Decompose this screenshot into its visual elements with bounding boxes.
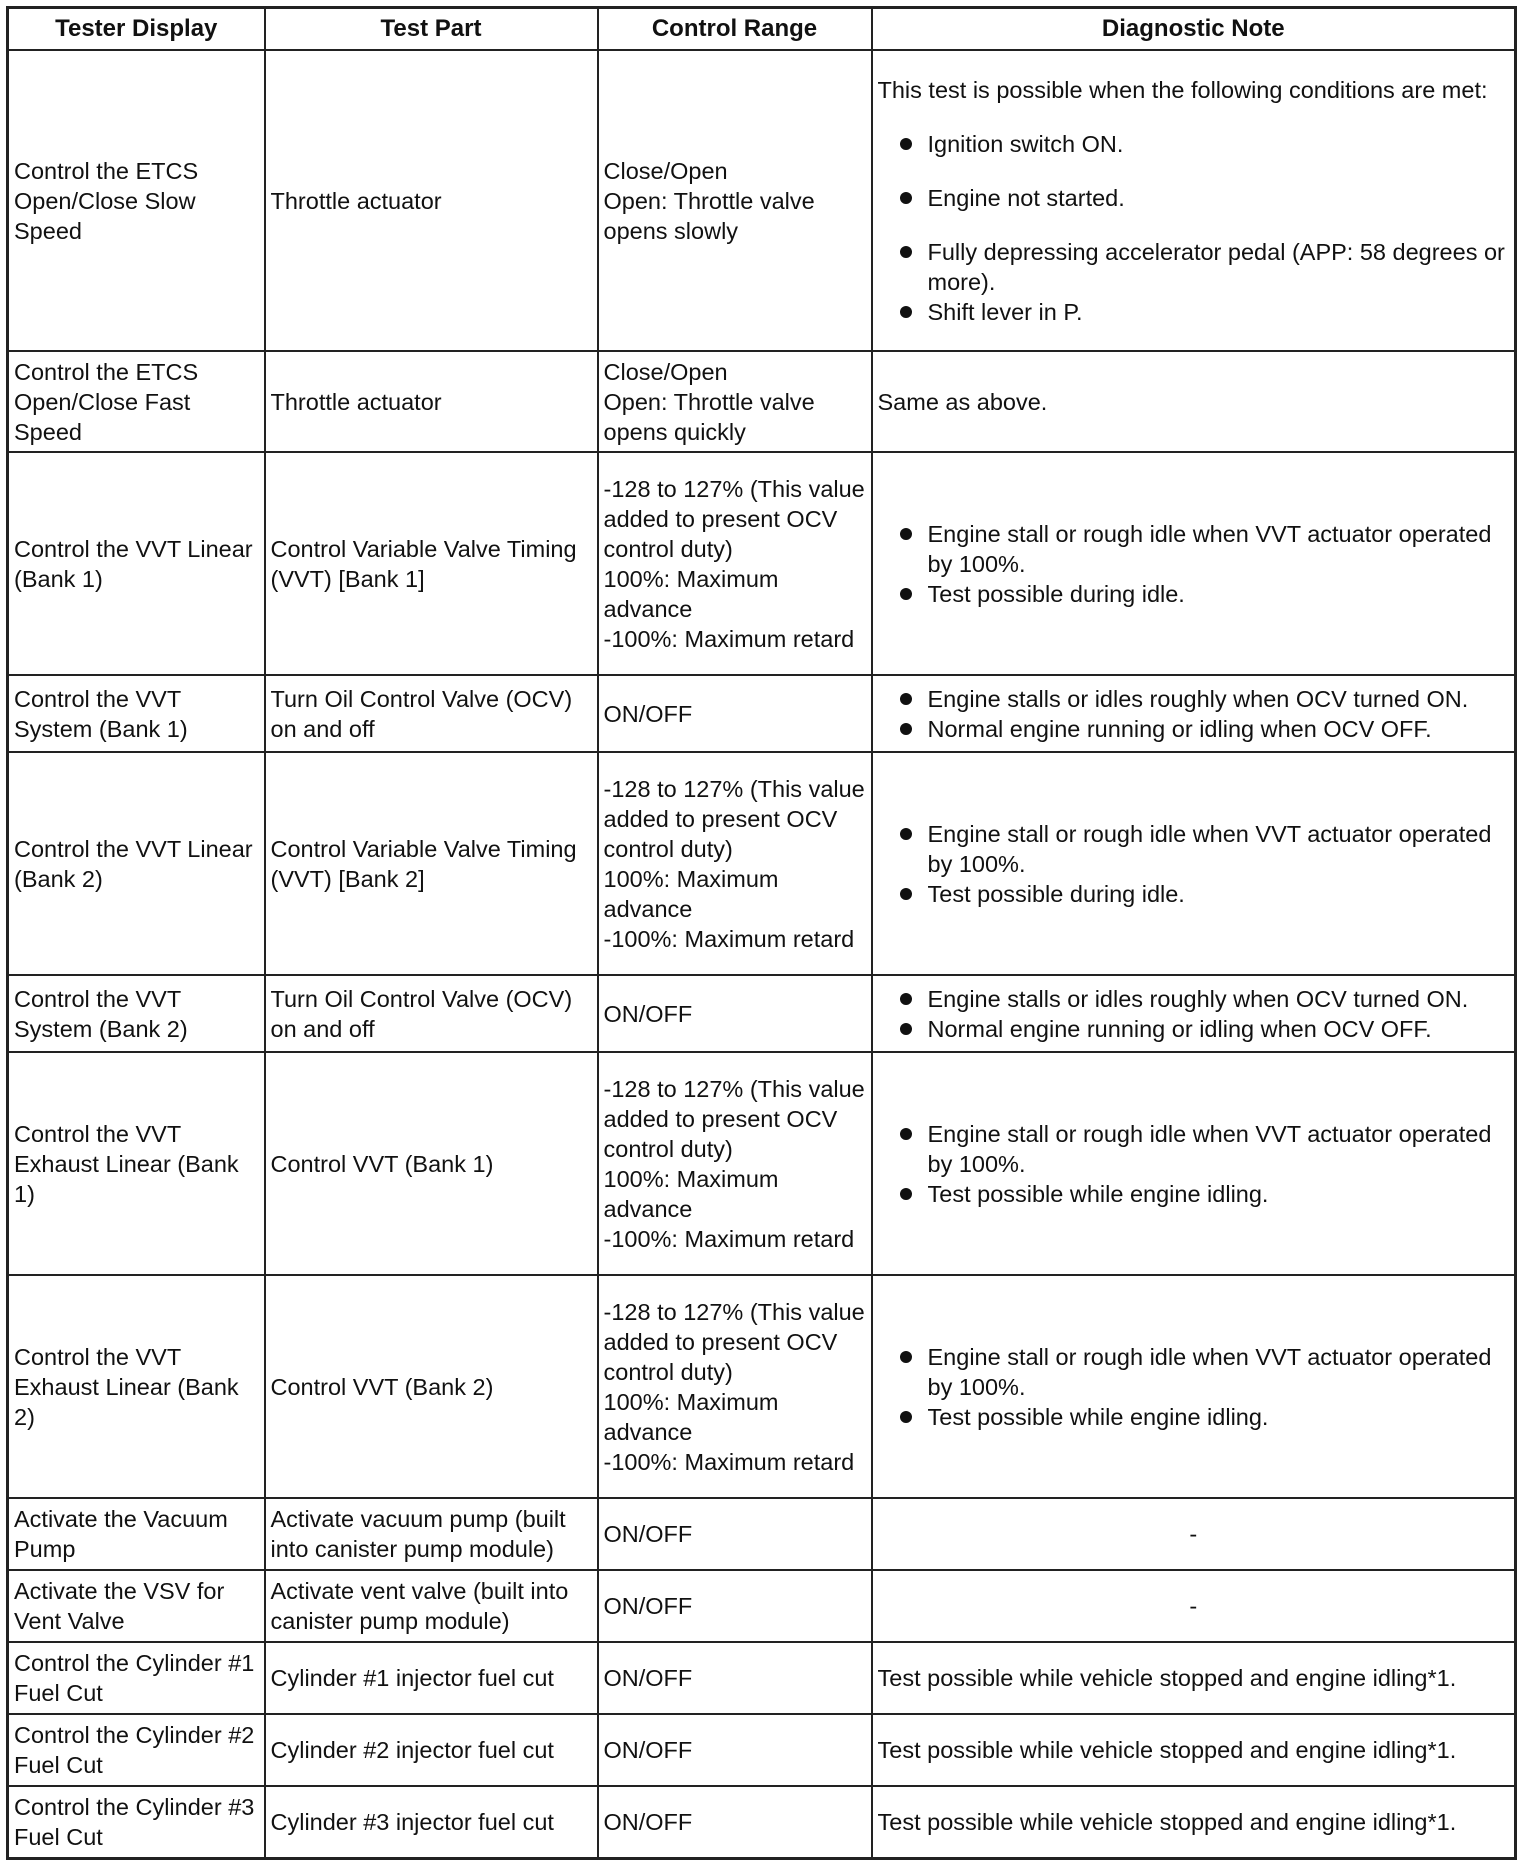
note-text: Engine stall or rough idle when VVT actuator operated by 100%.	[927, 520, 1492, 577]
control-range-line: 100%: Maximum advance	[603, 1388, 779, 1445]
diagnostic-note-cell	[872, 675, 1516, 752]
diagnostic-note-cell: -	[872, 1570, 1516, 1642]
diagnostic-note-cell: Test possible while vehicle stopped and engine idling*1.	[872, 1714, 1516, 1786]
bullet-icon	[900, 828, 912, 840]
note-intro: This test is possible when the following conditions are met:	[877, 76, 1488, 103]
note-item	[878, 714, 1510, 744]
bullet-icon	[900, 993, 912, 1005]
table-row	[8, 50, 1516, 351]
tester-display-cell: Control the Cylinder #2 Fuel Cut	[8, 1714, 265, 1786]
control-range-line: ON/OFF	[603, 1808, 693, 1835]
note-item	[878, 879, 1510, 909]
test-part-cell: Activate vacuum pump (built into canister pump module)	[265, 1498, 598, 1570]
control-range-line: ON/OFF	[603, 1593, 693, 1619]
note-text: Fully depressing accelerator pedal (APP: 58 degrees or more).	[927, 238, 1505, 295]
diagnostic-note-cell: Same as above.	[872, 351, 1516, 452]
bullet-icon	[900, 1188, 912, 1200]
tester-display-cell: Control the Cylinder #3 Fuel Cut	[8, 1786, 265, 1858]
note-item	[878, 1014, 1510, 1044]
note-text: Test possible during idle.	[927, 880, 1185, 907]
note-item	[878, 1119, 1510, 1179]
note-list	[878, 129, 1510, 327]
bullet-icon	[900, 1128, 912, 1140]
header-test-part: Test Part	[265, 8, 598, 51]
header-diagnostic-note: Diagnostic Note	[872, 8, 1516, 51]
note-text: Test possible while engine idling.	[927, 1403, 1269, 1430]
test-part-cell: Cylinder #2 injector fuel cut	[265, 1714, 598, 1786]
control-range-cell	[598, 50, 872, 351]
control-range-line: ON/OFF	[603, 1665, 693, 1691]
table-row	[8, 1714, 1516, 1786]
control-range-cell	[598, 1570, 872, 1642]
note-text: Ignition switch ON.	[927, 130, 1124, 157]
control-range-cell	[598, 1275, 872, 1498]
note-item	[878, 579, 1510, 609]
control-range-cell	[598, 1498, 872, 1570]
note-item	[878, 129, 1510, 159]
test-part-cell: Cylinder #1 injector fuel cut	[265, 1642, 598, 1714]
control-range-cell	[598, 1052, 872, 1275]
table-row	[8, 1786, 1516, 1858]
note-list	[878, 984, 1510, 1044]
bullet-icon	[900, 192, 912, 204]
control-range-line: -100%: Maximum retard	[603, 1448, 855, 1475]
header-control-range: Control Range	[598, 8, 872, 51]
note-text: Engine not started.	[927, 184, 1125, 211]
control-range-cell	[598, 1642, 872, 1714]
control-range-line: -128 to 127% (This value added to present OCV control duty)	[603, 475, 865, 562]
header-row	[8, 8, 1516, 51]
note-item	[878, 1402, 1510, 1432]
note-text: Engine stalls or idles roughly when OCV turned ON.	[927, 685, 1469, 712]
note-item	[878, 684, 1510, 714]
tester-display-cell: Control the VVT Exhaust Linear (Bank 1)	[8, 1052, 265, 1275]
control-range-cell	[598, 675, 872, 752]
note-list	[878, 819, 1510, 909]
bullet-icon	[900, 888, 912, 900]
diagnostic-note-cell: Test possible while vehicle stopped and engine idling*1.	[872, 1786, 1516, 1858]
test-part-cell: Cylinder #3 injector fuel cut	[265, 1786, 598, 1858]
bullet-icon	[900, 306, 912, 318]
control-range-cell	[598, 975, 872, 1052]
note-text: Engine stall or rough idle when VVT actuator operated by 100%.	[927, 1120, 1492, 1177]
table-row	[8, 1275, 1516, 1498]
control-range-line: Open: Throttle valve opens quickly	[603, 388, 815, 445]
note-item	[878, 1342, 1510, 1402]
note-list	[878, 684, 1510, 744]
diagnostic-note-cell: -	[872, 1498, 1516, 1570]
note-text: Shift lever in P.	[927, 298, 1083, 325]
control-range-cell	[598, 1714, 872, 1786]
tester-display-cell: Activate the VSV for Vent Valve	[8, 1570, 265, 1642]
diagnostic-note-cell	[872, 975, 1516, 1052]
note-item	[878, 183, 1510, 213]
bullet-icon	[900, 138, 912, 150]
table-row	[8, 975, 1516, 1052]
active-test-table	[6, 6, 1517, 1860]
tester-display-cell: Control the ETCS Open/Close Fast Speed	[8, 351, 265, 452]
control-range-line: -128 to 127% (This value added to present OCV control duty)	[603, 775, 865, 862]
tester-display-cell: Control the VVT Linear (Bank 1)	[8, 452, 265, 675]
table-row	[8, 1642, 1516, 1714]
bullet-icon	[900, 588, 912, 600]
note-text: Normal engine running or idling when OCV OFF.	[927, 715, 1432, 742]
note-text: Test possible during idle.	[927, 580, 1185, 607]
test-part-cell: Throttle actuator	[265, 50, 598, 351]
note-list	[878, 1342, 1510, 1432]
bullet-icon	[900, 1351, 912, 1363]
table-row	[8, 675, 1516, 752]
tester-display-cell: Activate the Vacuum Pump	[8, 1498, 265, 1570]
note-text: Engine stall or rough idle when VVT actuator operated by 100%.	[927, 1343, 1492, 1400]
bullet-icon	[900, 723, 912, 735]
bullet-icon	[900, 246, 912, 258]
header-tester-display: Tester Display	[8, 8, 265, 51]
note-item	[878, 984, 1510, 1014]
note-list	[878, 519, 1510, 609]
note-text: Normal engine running or idling when OCV OFF.	[927, 1015, 1432, 1042]
note-item	[878, 819, 1510, 879]
control-range-cell	[598, 452, 872, 675]
control-range-line: ON/OFF	[603, 1521, 693, 1547]
test-part-cell: Control VVT (Bank 2)	[265, 1275, 598, 1498]
test-part-cell: Activate vent valve (built into canister pump module)	[265, 1570, 598, 1642]
control-range-line: -100%: Maximum retard	[603, 1225, 855, 1252]
diagnostic-note-cell	[872, 1052, 1516, 1275]
test-part-cell: Control Variable Valve Timing (VVT) [Bank 2]	[265, 752, 598, 975]
table-row	[8, 351, 1516, 452]
control-range-cell	[598, 1786, 872, 1858]
note-text: Engine stalls or idles roughly when OCV turned ON.	[927, 985, 1469, 1012]
tester-display-cell: Control the VVT System (Bank 2)	[8, 975, 265, 1052]
control-range-line: 100%: Maximum advance	[603, 1165, 779, 1222]
diagnostic-note-cell: Test possible while vehicle stopped and engine idling*1.	[872, 1642, 1516, 1714]
diagnostic-note-cell	[872, 1275, 1516, 1498]
control-range-line: -100%: Maximum retard	[603, 625, 855, 652]
table-row	[8, 1498, 1516, 1570]
control-range-line: Close/Open	[603, 157, 728, 184]
test-part-cell: Control VVT (Bank 1)	[265, 1052, 598, 1275]
note-item	[878, 519, 1510, 579]
control-range-cell	[598, 752, 872, 975]
test-part-cell: Throttle actuator	[265, 351, 598, 452]
control-range-line: 100%: Maximum advance	[603, 565, 779, 622]
control-range-line: Open: Throttle valve opens slowly	[603, 187, 815, 244]
test-part-cell: Turn Oil Control Valve (OCV) on and off	[265, 975, 598, 1052]
tester-display-cell: Control the VVT Linear (Bank 2)	[8, 752, 265, 975]
tester-display-cell: Control the Cylinder #1 Fuel Cut	[8, 1642, 265, 1714]
note-item	[878, 1179, 1510, 1209]
control-range-line: ON/OFF	[603, 1000, 693, 1027]
bullet-icon	[900, 693, 912, 705]
test-part-cell: Control Variable Valve Timing (VVT) [Bank 1]	[265, 452, 598, 675]
control-range-line: -100%: Maximum retard	[603, 925, 855, 952]
control-range-line: Close/Open	[603, 358, 728, 385]
control-range-line: 100%: Maximum advance	[603, 865, 779, 922]
diagnostic-note-cell	[872, 752, 1516, 975]
note-list	[878, 1119, 1510, 1209]
tester-display-cell: Control the VVT System (Bank 1)	[8, 675, 265, 752]
control-range-cell	[598, 351, 872, 452]
note-text: Test possible while engine idling.	[927, 1180, 1269, 1207]
note-item	[878, 297, 1510, 327]
bullet-icon	[900, 1411, 912, 1423]
diagnostic-note-cell	[872, 50, 1516, 351]
tester-display-cell: Control the VVT Exhaust Linear (Bank 2)	[8, 1275, 265, 1498]
diagnostic-note-cell	[872, 452, 1516, 675]
table-row	[8, 752, 1516, 975]
control-range-line: -128 to 127% (This value added to present OCV control duty)	[603, 1298, 865, 1385]
bullet-icon	[900, 1023, 912, 1035]
note-text: Engine stall or rough idle when VVT actuator operated by 100%.	[927, 820, 1492, 877]
control-range-line: -128 to 127% (This value added to present OCV control duty)	[603, 1075, 865, 1162]
control-range-line: ON/OFF	[603, 1737, 693, 1763]
note-item	[878, 237, 1510, 297]
table-row	[8, 1570, 1516, 1642]
tester-display-cell: Control the ETCS Open/Close Slow Speed	[8, 50, 265, 351]
bullet-icon	[900, 528, 912, 540]
test-part-cell: Turn Oil Control Valve (OCV) on and off	[265, 675, 598, 752]
control-range-line: ON/OFF	[603, 700, 693, 727]
table-row	[8, 452, 1516, 675]
table-row	[8, 1052, 1516, 1275]
